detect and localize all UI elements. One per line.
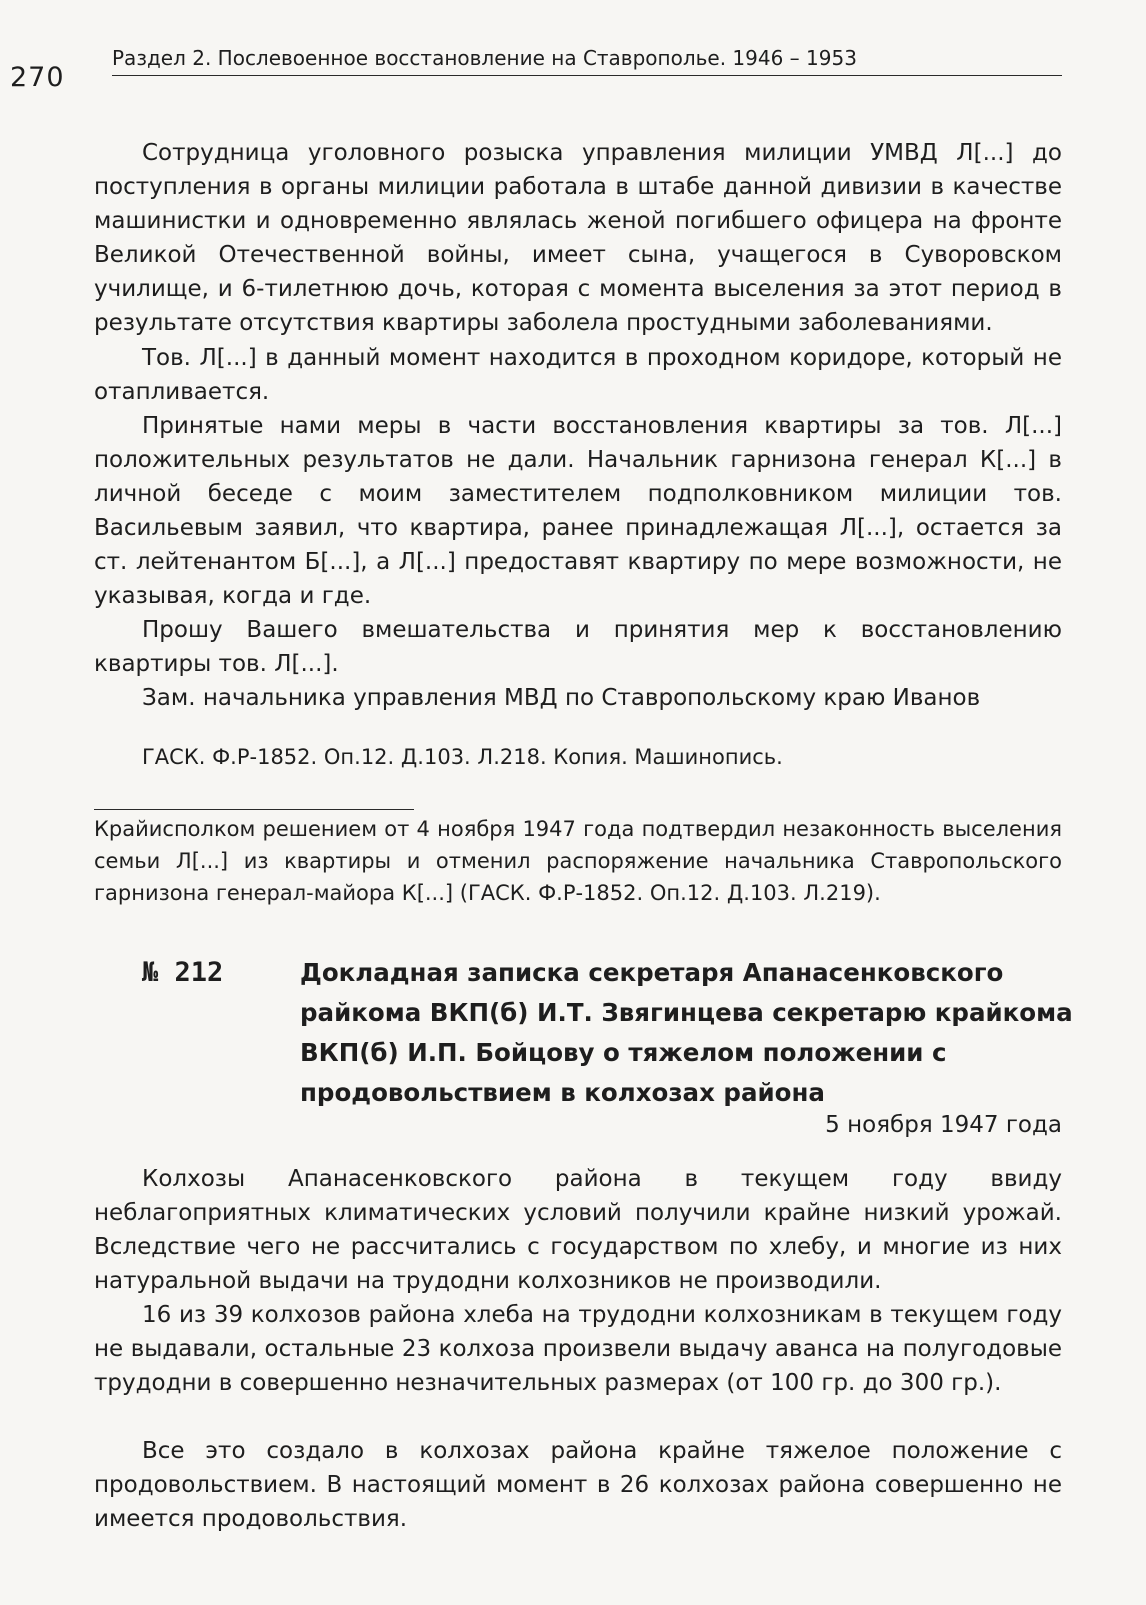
footnote: Крайисполком решением от 4 ноября 1947 года подтвердил незаконность выселения семьи Л[...] из квартиры и отменил распоряжение начальника Ставропольского гарнизона генерал-майора К[...] (ГАСК. Ф.Р-1852. Оп.12. Д.103. Л.219). [94, 817, 1062, 905]
letter-paragraph-1: Сотрудница уголовного розыска управления милиции УМВД Л[...] до поступления в органы милиции работала в штабе данной дивизии в качестве машинистки и одновременно являлась женой погибшего офицера на фронте Великой Отечественной войны, имеет сына, учащегося в Суворовском училище, и 6-тилетнюю дочь, которая с момента выселения за этот период в результате отсутствия квартиры заболела простудными заболеваниями. [94, 140, 1062, 336]
running-head: Раздел 2. Послевоенное восстановление на Ставрополье. 1946 – 1953 [112, 46, 1062, 76]
document-date: 5 ноября 1947 года [825, 1112, 1062, 1138]
document-paragraph-3: Все это создало в колхозах района крайне тяжелое положение с продовольствием. В настоящий момент в 26 колхозах района совершенно не имеется продовольствия. [94, 1438, 1062, 1532]
document-title: Докладная записка секретаря Апанасенковского райкома ВКП(б) И.Т. Звягинцева секретарю крайкома ВКП(б) И.П. Бойцову о тяжелом положении с продовольствием в колхозах района [300, 958, 1073, 1107]
page-number: 270 [10, 62, 65, 93]
document-paragraph-2: 16 из 39 колхозов района хлеба на трудодни колхозникам в текущем году не выдавали, остальные 23 колхоза произвели выдачу аванса на полугодовые трудодни в совершенно незначительных размерах (от 100 гр. до 300 гр.). [94, 1302, 1062, 1396]
letter-paragraph-2: Тов. Л[...] в данный момент находится в проходном коридоре, который не отапливается. [94, 345, 1062, 405]
document-paragraph-1: Колхозы Апанасенковского района в текущем году ввиду неблагоприятных климатических условий получили крайне низкий урожай. Вследствие чего не рассчитались с государством по хлебу, и многие из них натуральной выдачи на трудодни колхозников не производили. [94, 1166, 1062, 1294]
letter-paragraph-4: Прошу Вашего вмешательства и принятия мер к восстановлению квартиры тов. Л[...]. [94, 617, 1062, 677]
archive-source: ГАСК. Ф.Р-1852. Оп.12. Д.103. Л.218. Копия. Машинопись. [142, 745, 783, 769]
footnote-divider [94, 809, 414, 810]
document-number: № 212 [142, 957, 224, 988]
letter-paragraph-3: Принятые нами меры в части восстановления квартиры за тов. Л[...] положительных результатов не дали. Начальник гарнизона генерал К[...] в личной беседе с моим заместителем подполковником милиции тов. Васильевым заявил, что квартира, ранее принадлежащая Л[...], остается за ст. лейтенантом Б[...], а Л[...] предоставят квартиру по мере возможности, не указывая, когда и где. [94, 413, 1062, 609]
letter-signature: Зам. начальника управления МВД по Ставропольскому краю Иванов [142, 685, 981, 711]
